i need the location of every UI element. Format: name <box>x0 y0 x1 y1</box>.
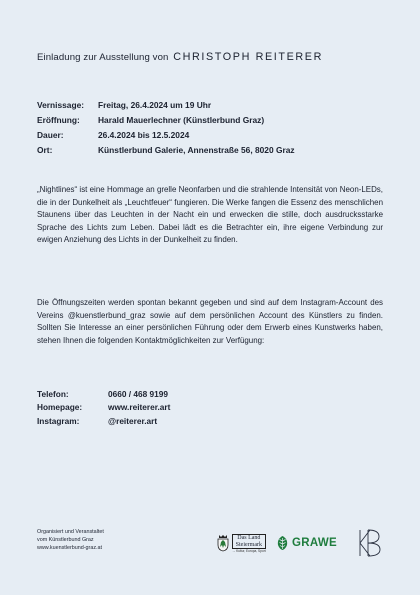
fact-row-ort <box>37 142 295 157</box>
contact-label: Homepage: <box>37 402 83 413</box>
homepage-link[interactable]: www.reiterer.art <box>108 402 171 413</box>
land-steiermark-logo <box>216 534 266 554</box>
contact-label: Telefon: <box>37 388 69 399</box>
contact-row-instagram <box>37 414 170 428</box>
kuenstlerbund-monogram-icon <box>356 528 382 558</box>
grawe-leaf-icon <box>276 535 289 551</box>
fact-label: Dauer: <box>37 129 64 140</box>
artist-name: CHRISTOPH REITERER <box>173 51 323 63</box>
contact-label: Instagram: <box>37 415 80 426</box>
fact-row-vernissage <box>37 97 295 112</box>
fact-label: Vernissage: <box>37 99 85 110</box>
grawe-wordmark: GRAWE <box>292 537 337 549</box>
organizer-website[interactable]: www.kuenstlerbund-graz.at <box>37 545 103 551</box>
land-line-1: Das Land <box>237 535 261 541</box>
organizer-line: Organisiert und Veranstaltet <box>37 529 104 535</box>
grawe-logo <box>276 535 337 551</box>
fact-value: Harald Mauerlechner (Künstlerbund Graz) <box>98 114 265 125</box>
instagram-handle[interactable]: @reiterer.art <box>108 415 158 426</box>
contact-list <box>37 387 170 428</box>
fact-value: Künstlerbund Galerie, Annenstraße 56, 8020 Graz <box>98 144 295 155</box>
fact-label: Ort: <box>37 144 53 155</box>
exhibition-description: „Nightlines“ ist eine Hommage an grelle Neonfarben und die strahlende Intensität von Neon-LEDs, die in der Dunkelheit als „Leuchtfeuer“ fungieren. Die Werke fangen die Essenz des menschlichen Staunens über das Leuchten in der Nacht ein und erwecken die stille, doch ausdrucksstarke Sprache des Lichts zum Leben. Dabei lädt es die Betrachter ein, ihre eigene Verbindung zur ewigen Anziehung des Lichts in der Dunkelheit zu finden. <box>37 185 383 245</box>
phone-number: 0660 / 468 9199 <box>108 388 168 399</box>
title-intro: Einladung zur Ausstellung von <box>37 52 169 63</box>
organizer-note <box>37 528 104 552</box>
contact-row-phone <box>37 387 170 401</box>
steiermark-crest-icon <box>216 534 230 552</box>
fact-value: Freitag, 26.4.2024 um 19 Uhr <box>98 99 212 110</box>
organizer-line: vom Künstlerbund Graz <box>37 537 94 543</box>
opening-hours-info: Die Öffnungszeiten werden spontan bekannt gegeben und sind auf dem Instagram-Account des Vereins @kuenstlerbund_graz sowie auf dem persönlichen Account des Künstlers zu finden. Sollten Sie Interesse an einer persönlichen Führung oder dem Erwerb eines Kunstwerks haben, stehen Ihnen die folgenden Kontaktmöglichkeiten zur Verfügung: <box>37 298 383 345</box>
event-facts <box>37 97 295 157</box>
invitation-title <box>37 51 323 63</box>
land-tagline: → Kultur, Europa, Sport <box>232 549 266 553</box>
fact-row-eroeffnung <box>37 112 295 127</box>
fact-label: Eröffnung: <box>37 114 80 125</box>
land-line-2: Steiermark <box>235 541 262 548</box>
fact-row-dauer <box>37 127 295 142</box>
fact-value: 26.4.2024 bis 12.5.2024 <box>98 129 190 140</box>
contact-row-homepage <box>37 401 170 415</box>
